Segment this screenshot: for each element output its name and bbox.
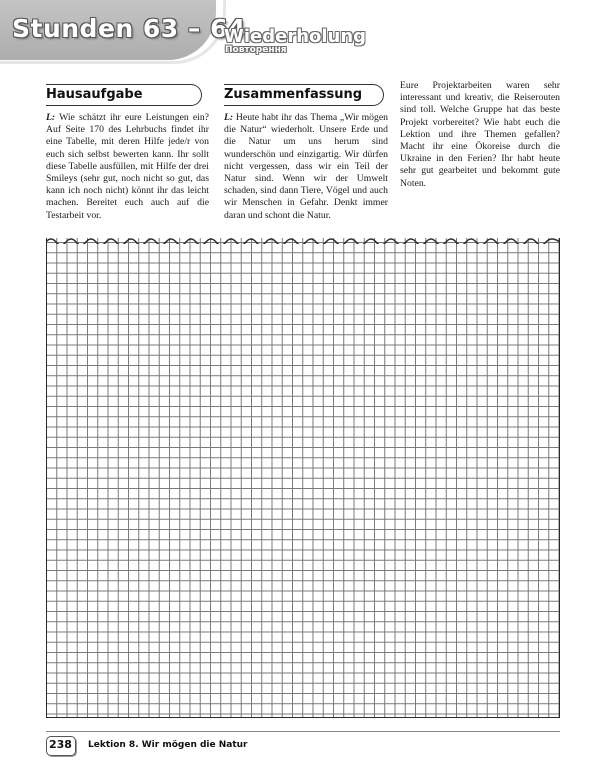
speaker-label: L: — [224, 112, 234, 123]
page-title: Wiederholung — [224, 26, 367, 47]
footer-lesson-title: Lektion 8. Wir mögen die Natur — [88, 740, 248, 750]
zusammenfassung-heading-box — [224, 84, 384, 106]
hausaufgabe-text — [46, 112, 209, 222]
zusammenfassung-heading: Zusammenfassung — [224, 87, 363, 102]
lesson-number: Stunden 63 – 64 — [12, 14, 246, 43]
footer-divider — [46, 731, 560, 732]
hausaufgabe-heading-box — [46, 84, 202, 106]
grid-perforation — [46, 236, 560, 244]
speaker-label: L: — [46, 112, 56, 123]
closing-body: Eure Projektarbeiten waren sehr interessant und kreativ, die Reiserouten sind toll. Welche Gruppe hat das beste Projekt vorbereitet? Wie habt euch die Lektion und ihre Themen gefallen? Macht ihr eine Ökoreise durch die Ukraine in den Ferien? Ihr habt heute sehr gut gearbeitet und bekommt gute Noten. — [400, 80, 560, 189]
hausaufgabe-heading: Hausaufgabe — [46, 87, 143, 102]
closing-text — [400, 80, 560, 190]
zusammenfassung-body: Heute habt ihr das Thema „Wir mögen die Natur“ wiederholt. Unsere Erde und die Natur um uns herum sind wunderschön und einzigartig. Wir dürfen nicht vergessen, dass wir ein Teil der Natur sind. Wenn wir der Umwelt schaden, sind dann Tiere, Vögel und auch wir Menschen in Gefahr. Denkt immer daran und schont die Natur. — [224, 112, 389, 221]
page-subtitle: Повторення — [225, 45, 287, 55]
page-number: 238 — [49, 738, 72, 751]
hausaufgabe-body: Wie schätzt ihr eure Leistungen ein? Auf Seite 170 des Lehrbuchs findet ihr eine Tabelle, mit deren Hilfe jede/r von euch sich selbst bewerten kann. Ihr sollt diese Tabelle ausfüllen, mit Hilfe der drei Smileys (sehr gut, noch nicht so gut, das kann ich noch nicht) könnt ihr das leicht machen. Bereitet euch auch auf die Testarbeit vor. — [46, 112, 209, 221]
zusammenfassung-text — [224, 112, 388, 222]
notes-grid — [46, 238, 560, 718]
